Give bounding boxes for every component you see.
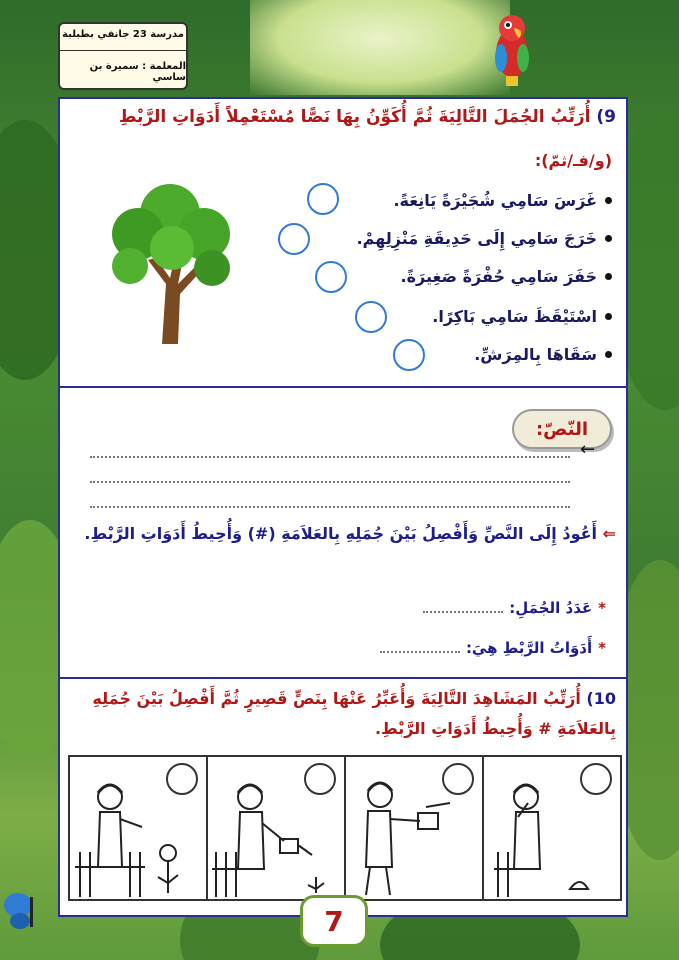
sentence-item xyxy=(357,229,612,248)
parrot-icon xyxy=(487,8,537,88)
connectors-list: (و/فـ/ثمّ): xyxy=(534,151,612,170)
sentence-count-label: عَدَدُ الجُمَلِ: xyxy=(509,599,593,617)
order-circle[interactable] xyxy=(307,183,339,215)
answer-line[interactable] xyxy=(423,611,503,613)
boy-flower-scene xyxy=(70,757,208,899)
question-10-number: 10) xyxy=(586,689,616,708)
star-icon: * xyxy=(598,639,606,657)
teacher-name: المعلمة : سميرة بن ساسي xyxy=(89,61,186,83)
return-instruction xyxy=(66,519,616,549)
return-instruction-text: أَعُودُ إِلَى النَّصِّ وَأَفْصِلُ بَيْنَ جُمَلِهِ بِالعَلاَمَةِ (#) وَأُحِيطُ أَدَوَاتِ الرَّبْطِ. xyxy=(84,524,598,543)
answer-line[interactable] xyxy=(90,506,570,508)
order-circle[interactable] xyxy=(278,223,310,255)
background-sky xyxy=(250,0,510,95)
star-icon: * xyxy=(598,599,606,617)
butterfly-icon xyxy=(2,885,52,935)
question-10-title xyxy=(64,684,616,744)
school-header xyxy=(58,22,188,90)
bullet-icon xyxy=(605,351,612,358)
sentence-item xyxy=(474,345,612,364)
order-circle[interactable] xyxy=(393,339,425,371)
text-badge: النّصّ: xyxy=(512,409,612,449)
sentence-text: غَرَسَ سَامِي شُجَيْرَةً يَانِعَةً. xyxy=(393,191,597,210)
bullet-icon xyxy=(605,235,612,242)
tree-illustration xyxy=(100,174,240,344)
boy-watering-scene xyxy=(208,757,346,899)
boy-waking-scene xyxy=(484,757,622,899)
page-number: 7 xyxy=(300,895,368,947)
sentence-item xyxy=(432,307,612,326)
scene-panel xyxy=(70,757,206,899)
sentence-text: سَقَاهَا بِالمِرَشِّ. xyxy=(474,345,597,364)
boy-tool-scene xyxy=(346,757,484,899)
header-divider xyxy=(60,50,186,51)
scene-panel xyxy=(482,757,620,899)
sentence-count-row xyxy=(423,599,606,617)
sentence-text: حَفَرَ سَامِي حُفْرَةً صَغِيرَةً. xyxy=(400,267,597,286)
question-10-instruction: أُرَتِّبُ المَشَاهِدَ التَّالِيَةَ وَأُعَبِّرُ عَنْهَا بِنَصٍّ قَصِيرٍ ثُمَّ أَفْصِلُ بَيْنَ جُمَلِهِ بِالعَلاَمَةِ # وَأُحِيطُ أَدَوَاتِ الرَّبْطِ. xyxy=(92,689,616,738)
sentence-item xyxy=(393,191,612,210)
answer-line[interactable] xyxy=(90,481,570,483)
bullet-icon xyxy=(605,313,612,320)
connectors-row xyxy=(380,639,606,657)
sentence-item xyxy=(401,267,613,286)
bullet-icon xyxy=(605,197,612,204)
section-divider xyxy=(60,677,626,679)
answer-line[interactable] xyxy=(90,456,570,458)
question-9-instruction: أُرَتِّبُ الجُمَلَ التَّالِيَةَ ثُمَّ أُكَوِّنُ بِهَا نَصًّا مُسْتَعْمِلاً أَدَوَاتِ الرَّبْطِ xyxy=(118,107,591,127)
scene-panel xyxy=(206,757,344,899)
arrow-left-icon: ← xyxy=(580,439,596,460)
connectors-label: أَدَوَاتُ الرَّبْطِ هِيَ: xyxy=(465,639,593,657)
order-circle[interactable] xyxy=(355,301,387,333)
sentence-text: خَرَجَ سَامِي إِلَى حَدِيقَةِ مَنْزِلِهِمْ. xyxy=(356,229,597,248)
question-9-number: 9) xyxy=(596,107,616,127)
scene-panel xyxy=(344,757,482,899)
sentence-text: اسْتَيْقَظَ سَامِي بَاكِرًا. xyxy=(432,307,597,326)
double-arrow-icon: ⇐ xyxy=(602,524,616,543)
section-divider xyxy=(60,386,626,388)
question-9-title xyxy=(66,107,616,127)
bullet-icon xyxy=(605,273,612,280)
answer-line[interactable] xyxy=(380,651,460,653)
school-name: مدرسة 23 جانفي بطبلبة xyxy=(62,29,184,40)
scene-panels xyxy=(68,755,622,901)
worksheet xyxy=(58,97,628,917)
order-circle[interactable] xyxy=(315,261,347,293)
